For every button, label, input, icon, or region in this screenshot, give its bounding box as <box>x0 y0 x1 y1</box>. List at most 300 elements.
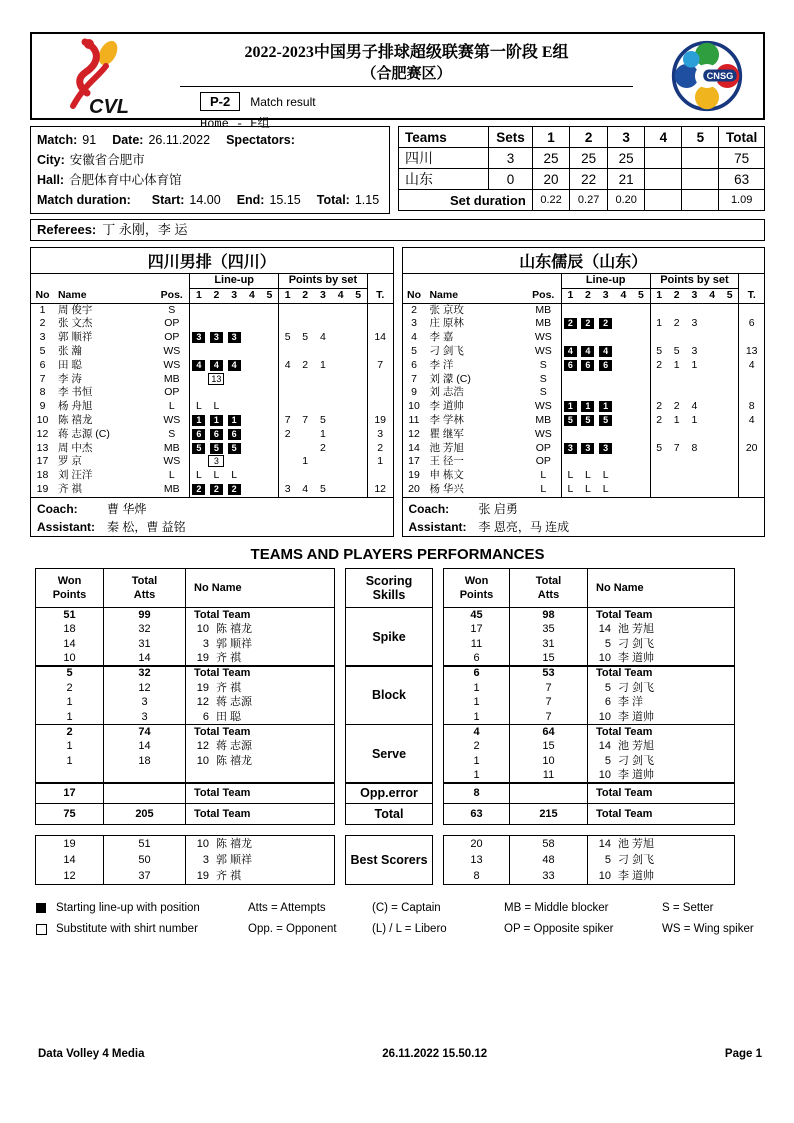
player-ref-number: 14 <box>598 740 611 753</box>
lineup-cell <box>225 303 243 317</box>
roster-pos-header: Pos. <box>154 288 190 303</box>
points-by-set-cell <box>650 373 668 387</box>
lineup-cell <box>561 373 579 387</box>
points-by-set-cell: 5 <box>650 345 668 359</box>
lineup-cell <box>261 359 279 373</box>
won-points-value <box>36 768 104 783</box>
lineup-cell <box>208 317 226 331</box>
player-name: 李 嘉 <box>429 331 454 344</box>
performance-header-row <box>444 569 734 607</box>
performance-row <box>36 783 334 803</box>
player-name: 郭 顺祥 <box>57 331 93 344</box>
player-position: WS <box>163 344 181 357</box>
player-ref <box>588 651 734 666</box>
score-box <box>398 126 765 214</box>
points-by-set-cell <box>279 373 297 387</box>
roster-total-header: T. <box>367 288 392 303</box>
player-number: 17 <box>36 455 49 468</box>
points-by-set-cell <box>686 483 704 497</box>
points-by-set-cell: 4 <box>279 359 297 373</box>
lineup-cell <box>597 331 615 345</box>
roster-player-row <box>403 303 765 317</box>
player-ref <box>186 768 334 783</box>
player-position: WS <box>534 331 552 344</box>
no-name-header: No Name <box>596 582 644 594</box>
roster-lineup-set-header: 3 <box>597 288 615 303</box>
page-footer <box>38 1048 762 1060</box>
won-points-value: 6 <box>444 666 510 681</box>
points-by-set-cell: 5 <box>320 413 326 426</box>
points-by-set-cell <box>650 428 668 442</box>
player-ref: Total Team <box>194 807 251 820</box>
title-rule <box>180 86 633 87</box>
roster-player-row <box>403 455 765 469</box>
player-ref <box>186 681 334 696</box>
lineup-cell <box>632 400 650 414</box>
lineup-cell <box>208 303 226 317</box>
lineup-cell <box>632 428 650 442</box>
footer-timestamp: 26.11.2022 15.50.12 <box>382 1048 488 1060</box>
skill-label: Spike <box>372 629 406 644</box>
lineup-cell: L <box>602 469 609 482</box>
total-atts-value: 33 <box>510 868 588 884</box>
performance-cell <box>345 835 433 885</box>
filled-square-icon <box>36 903 46 913</box>
player-ref: Total Team <box>596 725 653 738</box>
total-atts-value <box>104 768 186 783</box>
roster-points-set-header: 1 <box>279 288 297 303</box>
player-ref <box>588 710 734 725</box>
assistant-label: Assistant: <box>408 519 467 534</box>
points-by-set-cell <box>332 428 350 442</box>
score-header-cell: Sets <box>489 127 533 148</box>
lineup-cell <box>579 331 597 345</box>
coach-name: 张 启勇 <box>478 501 518 516</box>
match-info-label: Match: <box>37 133 78 147</box>
total-atts-value: 32 <box>104 666 186 681</box>
player-name: 王 径一 <box>429 455 464 468</box>
player-total-points: 8 <box>739 400 764 414</box>
won-points-value: 14 <box>36 637 104 652</box>
roster-lineup-set-header: 2 <box>579 288 597 303</box>
player-number: 19 <box>408 469 420 482</box>
roster-player-row <box>31 428 393 442</box>
player-name: 齐 祺 <box>57 482 82 495</box>
player-ref-number: 3 <box>202 853 209 866</box>
points-by-set-cell <box>721 345 739 359</box>
performance-cell <box>443 607 735 667</box>
lineup-cell <box>261 455 279 469</box>
lineup-cell <box>615 359 633 373</box>
player-ref <box>588 768 734 783</box>
lineup-cell <box>261 483 279 497</box>
points-by-set-cell <box>279 317 297 331</box>
points-by-set-cell <box>332 303 350 317</box>
total-atts-value: 7 <box>510 681 588 696</box>
points-by-set-cell <box>314 400 332 414</box>
lineup-cell <box>561 345 579 359</box>
won-points-header <box>36 569 104 607</box>
player-ref-name: 刁 剑飞 <box>618 681 655 694</box>
performance-row <box>36 666 334 681</box>
won-points-value: 17 <box>444 622 510 637</box>
points-by-set-cell <box>668 428 686 442</box>
legend-item: Substitute with shirt number <box>56 922 198 935</box>
lineup-cell <box>561 303 579 317</box>
points-by-set-cell <box>703 428 721 442</box>
lineup-cell: L <box>213 400 220 413</box>
points-by-set-cell: 1 <box>320 358 326 371</box>
roster-player-row <box>403 331 765 345</box>
player-total-points: 1 <box>367 455 392 469</box>
points-by-set-cell <box>703 483 721 497</box>
won-points-value: 1 <box>444 695 510 710</box>
lineup-cell <box>261 400 279 414</box>
starting-position-marker: 3 <box>210 332 223 343</box>
lineup-cell: L <box>561 483 579 497</box>
lineup-cell <box>632 359 650 373</box>
won-points-value: 5 <box>36 666 104 681</box>
points-by-set-cell <box>721 428 739 442</box>
performance-row <box>36 725 334 740</box>
points-by-set-cell <box>350 317 368 331</box>
roster-group-tcol <box>739 274 764 288</box>
lineup-cell <box>561 317 579 331</box>
player-position: S <box>168 427 176 440</box>
won-points-value: 1 <box>36 739 104 754</box>
player-number: 13 <box>36 441 49 454</box>
points-by-set-cell <box>296 386 314 400</box>
lineup-cell <box>632 303 650 317</box>
lineup-cell <box>579 442 597 456</box>
player-number: 9 <box>411 386 417 399</box>
player-position: MB <box>163 372 180 385</box>
player-total-points: 13 <box>739 345 764 359</box>
player-ref-number: 10 <box>598 710 611 723</box>
points-by-set-cell: 2 <box>650 400 668 414</box>
cnsg-logo-icon <box>670 39 744 113</box>
starting-position-marker: 5 <box>564 415 577 426</box>
referees-value: 丁 永刚，李 运 <box>102 222 188 237</box>
report-content <box>30 32 765 942</box>
player-ref <box>186 739 334 754</box>
performance-cell <box>443 782 735 804</box>
roster-player-row <box>403 469 765 483</box>
player-ref <box>186 695 334 710</box>
legend-item: (L) / L = Libero <box>372 922 447 935</box>
player-ref-name: 李 道帅 <box>618 869 655 882</box>
points-by-set-cell: 4 <box>691 400 698 413</box>
performance-row <box>36 852 334 868</box>
player-name: 张 京玫 <box>429 303 464 316</box>
lineup-cell <box>261 331 279 345</box>
player-ref <box>186 710 334 725</box>
lineup-cell <box>208 386 226 400</box>
player-ref <box>186 836 334 852</box>
player-ref <box>588 836 734 852</box>
lineup-cell <box>579 373 597 387</box>
roster-player-row <box>403 373 765 387</box>
player-ref-name: 池 芳旭 <box>618 740 655 753</box>
roster-name-header: Name <box>54 288 154 303</box>
player-position: WS <box>163 358 181 371</box>
set-duration-value <box>645 190 682 211</box>
cvl-logo-icon <box>51 36 143 116</box>
total-atts-value: 74 <box>104 725 186 740</box>
page-title: 2022-2023中国男子排球超级联赛第一阶段 E组 <box>244 44 569 61</box>
header-line: Atts <box>133 589 156 601</box>
starting-position-marker: 5 <box>192 443 205 454</box>
player-ref-name: 李 道帅 <box>618 769 655 782</box>
points-by-set-cell <box>703 386 721 400</box>
performance-grid <box>35 568 735 885</box>
assistant-line <box>409 518 759 536</box>
points-by-set-cell: 5 <box>673 344 680 357</box>
won-points-value: 13 <box>444 852 510 868</box>
lineup-cell <box>632 414 650 428</box>
player-total-points: 2 <box>367 442 392 456</box>
total-atts-value <box>104 783 186 803</box>
lineup-cell <box>579 345 597 359</box>
report-line <box>200 92 651 111</box>
points-by-set-cell <box>296 373 314 387</box>
hollow-square-icon <box>36 924 47 935</box>
performance-row <box>444 651 734 666</box>
lineup-cell <box>579 400 597 414</box>
player-ref-number: 10 <box>598 869 611 882</box>
player-ref: Total Team <box>596 807 653 820</box>
lineup-cell <box>225 442 243 456</box>
lineup-cell <box>208 414 226 428</box>
player-position: L <box>168 400 175 413</box>
roster-group-tcol <box>367 274 392 288</box>
lineup-cell <box>243 414 261 428</box>
points-by-set-cell <box>332 483 350 497</box>
lineup-cell <box>261 442 279 456</box>
player-ref-number: 14 <box>598 837 611 850</box>
starting-position-marker: 1 <box>581 401 594 412</box>
points-by-set-cell <box>686 428 704 442</box>
report-name: Match result <box>250 94 316 109</box>
score-team-name: 四川 <box>399 148 489 169</box>
lineup-cell <box>632 317 650 331</box>
total-atts-value: 99 <box>104 608 186 623</box>
legend-item: OP = Opposite spiker <box>504 922 614 935</box>
assistant-label: Assistant: <box>37 519 96 534</box>
player-name: 刘 濛 (C) <box>429 372 471 385</box>
starting-position-marker: 3 <box>599 443 612 454</box>
player-ref-name: 池 芳旭 <box>618 837 655 850</box>
player-ref <box>588 852 734 868</box>
won-points-value: 10 <box>36 651 104 666</box>
lineup-cell <box>632 386 650 400</box>
score-total-points: 75 <box>719 148 765 169</box>
lineup-cell <box>597 359 615 373</box>
performance-row <box>444 852 734 868</box>
lineup-cell <box>243 455 261 469</box>
player-position: OP <box>535 455 551 468</box>
points-by-set-cell <box>350 455 368 469</box>
roster-away <box>402 247 766 537</box>
points-by-set-cell <box>350 483 368 497</box>
points-by-set-cell: 1 <box>691 358 698 371</box>
score-set-points: 25 <box>607 148 645 169</box>
won-points-value: 1 <box>36 695 104 710</box>
player-number: 14 <box>408 441 420 454</box>
performance-cell <box>345 803 433 825</box>
points-by-set-cell: 3 <box>691 344 698 357</box>
player-number: 2 <box>39 317 46 330</box>
points-by-set-cell <box>332 469 350 483</box>
lineup-cell <box>261 373 279 387</box>
performance-row <box>36 695 334 710</box>
points-by-set-cell <box>703 469 721 483</box>
player-number: 6 <box>411 358 417 371</box>
match-info-value: 合肥体育中心体育馆 <box>69 173 182 187</box>
points-by-set-cell <box>350 359 368 373</box>
player-total-points <box>739 428 764 442</box>
points-by-set-cell: 7 <box>673 441 680 454</box>
player-ref-name: 陈 禧龙 <box>216 837 253 850</box>
performance-cell <box>345 665 433 725</box>
roster-player-row <box>403 317 765 331</box>
roster-team-title: 四川男排（四川） <box>31 248 393 274</box>
header-line: Points <box>459 589 494 601</box>
points-by-set-cell <box>703 373 721 387</box>
assistant-line <box>37 518 387 536</box>
match-info-label: Date: <box>112 133 144 147</box>
lineup-cell <box>632 455 650 469</box>
roster-lineup-set-header: 4 <box>615 288 633 303</box>
roster-table <box>403 274 765 497</box>
player-ref-number: 3 <box>202 637 209 650</box>
match-info-value: 91 <box>82 133 97 147</box>
roster-points-set-header: 2 <box>668 288 686 303</box>
player-position: WS <box>534 400 552 413</box>
total-atts-value: 15 <box>510 651 588 666</box>
performance-cell <box>35 803 335 825</box>
lineup-cell <box>615 386 633 400</box>
match-info-label: Match duration: <box>37 193 131 207</box>
performance-cell <box>35 568 335 608</box>
score-team-name: 山东 <box>399 169 489 190</box>
roster-points-set-header: 4 <box>703 288 721 303</box>
performance-spacer <box>35 825 735 835</box>
points-by-set-cell: 2 <box>302 358 309 371</box>
points-by-set-cell: 3 <box>279 483 297 497</box>
roster-player-row <box>31 386 393 400</box>
roster-points-group-label: Points by set <box>650 274 739 288</box>
lineup-cell <box>208 455 226 469</box>
legend <box>36 899 765 942</box>
player-name: 刘 志浩 <box>429 386 464 399</box>
player-number: 12 <box>36 427 49 440</box>
roster-player-row <box>31 331 393 345</box>
player-ref-number: 10 <box>196 754 209 767</box>
referees-bar <box>30 219 765 241</box>
points-by-set-cell <box>296 469 314 483</box>
player-number: 3 <box>39 331 46 344</box>
match-info-line <box>37 130 383 150</box>
points-by-set-cell <box>332 373 350 387</box>
starting-position-marker: 3 <box>192 332 205 343</box>
total-atts-value: 3 <box>104 695 186 710</box>
points-by-set-cell <box>350 469 368 483</box>
legend-icon-cell <box>36 920 56 942</box>
starting-position-marker: 3 <box>581 443 594 454</box>
player-ref-name: 齐 祺 <box>216 681 242 694</box>
player-total-points: 6 <box>739 317 764 331</box>
lineup-cell <box>261 414 279 428</box>
match-info-value: 15.15 <box>269 193 301 207</box>
total-atts-value: 64 <box>510 725 588 740</box>
points-by-set-cell: 1 <box>650 317 668 331</box>
lineup-cell <box>190 345 208 359</box>
header-line: Points <box>52 589 87 601</box>
points-by-set-cell <box>279 345 297 359</box>
starting-position-marker: 1 <box>564 401 577 412</box>
legend-icon-cell <box>36 899 56 920</box>
legend-item: Atts = Attempts <box>248 901 326 914</box>
player-name: 蒋 志源 (C) <box>57 427 110 440</box>
points-by-set-cell <box>332 386 350 400</box>
performance-row <box>36 804 334 824</box>
match-info-pair <box>317 193 379 207</box>
lineup-cell <box>632 345 650 359</box>
player-ref-number: 5 <box>604 754 611 767</box>
points-by-set-cell <box>296 303 314 317</box>
player-ref-number: 14 <box>598 623 611 636</box>
lineup-cell <box>261 303 279 317</box>
total-atts-value: 3 <box>104 710 186 725</box>
lineup-cell: L <box>213 469 220 482</box>
score-header-cell: 5 <box>682 127 719 148</box>
match-info-value: 14.00 <box>189 193 221 207</box>
total-atts-value: 50 <box>104 852 186 868</box>
lineup-cell <box>261 345 279 359</box>
lineup-cell <box>243 469 261 483</box>
starting-position-marker: 1 <box>192 415 205 426</box>
points-by-set-cell <box>350 386 368 400</box>
starting-position-marker: 5 <box>599 415 612 426</box>
roster-table <box>31 274 393 497</box>
starting-position-marker: 2 <box>581 318 594 329</box>
player-position: MB <box>163 441 180 454</box>
points-by-set-cell <box>350 442 368 456</box>
points-by-set-cell <box>721 386 739 400</box>
starting-position-marker: 1 <box>210 415 223 426</box>
player-name: 李 书恒 <box>57 386 93 399</box>
won-points-value: 20 <box>444 836 510 852</box>
legend-row <box>36 920 765 942</box>
points-by-set-cell <box>668 469 686 483</box>
points-by-set-cell <box>668 386 686 400</box>
roster-points-set-header: 2 <box>296 288 314 303</box>
lineup-cell <box>261 469 279 483</box>
performance-cell <box>345 782 433 804</box>
info-row <box>30 126 765 214</box>
player-position: MB <box>163 482 180 495</box>
player-position: WS <box>534 427 552 440</box>
performance-row <box>36 608 334 623</box>
points-by-set-cell: 5 <box>302 331 309 344</box>
points-by-set-cell <box>703 455 721 469</box>
performance-row <box>444 666 734 681</box>
player-position: L <box>540 482 547 495</box>
player-position: OP <box>164 331 180 344</box>
won-points-value: 18 <box>36 622 104 637</box>
player-total-points: 14 <box>367 331 392 345</box>
